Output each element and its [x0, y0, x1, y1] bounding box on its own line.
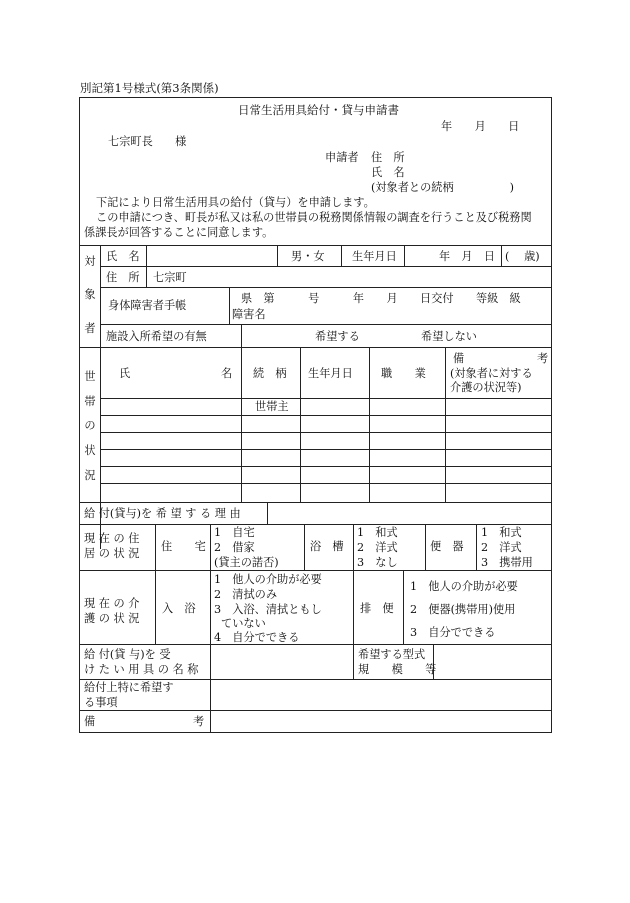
special-request-field[interactable] [211, 680, 551, 709]
handbook-details-field[interactable]: 県 第 号 年 月 日交付 等級 級 [241, 292, 521, 305]
care-label-2: 護 の 状 況 [84, 612, 140, 625]
items-label-1: 給 付(貸 与)を 受 [84, 648, 171, 661]
subject-name-field[interactable] [147, 246, 276, 265]
household-side-label: 世 帯 の 状 況 [84, 370, 96, 482]
notes-label-b: 考 [193, 715, 205, 728]
subject-side-label: 対 象 者 [84, 255, 96, 335]
toilet-option-2[interactable]: 2 洋式 [481, 541, 522, 554]
application-date: 年 月 日 [441, 120, 520, 133]
consent-sentence-1: この申請につき、町長が私又は私の世帯員の税務関係情報の調査を行うこと及び税務関 [96, 211, 532, 224]
subject-address-field[interactable]: 七宗町 [153, 271, 187, 284]
special-label-2: る事項 [84, 696, 118, 709]
excretion-option-2[interactable]: 2 便器(携帯用)使用 [410, 603, 516, 616]
household-head-relation: 世帯主 [255, 400, 289, 413]
excretion-option-1[interactable]: 1 他人の介助が必要 [410, 580, 518, 593]
reason-field[interactable] [268, 503, 551, 523]
request-sentence: 下記により日常生活用具の給付（貸与）を申請します。 [96, 196, 375, 209]
form-number: 別記第1号様式(第3条関係) [80, 81, 219, 95]
household-col-birth: 生年月日 [308, 367, 353, 380]
items-name-field[interactable] [211, 645, 352, 678]
disability-name-field[interactable]: 障害名 [232, 308, 266, 321]
facility-label: 施設入所希望の有無 [106, 330, 207, 343]
bathing-option-1[interactable]: 1 他人の介助が必要 [214, 573, 322, 586]
household-col-name-2: 名 [221, 367, 233, 380]
living-label-2: 居 の 状 況 [84, 547, 140, 560]
birthdate-label: 生年月日 [352, 250, 397, 263]
age-field[interactable]: ( 歳) [505, 250, 540, 263]
bathing-option-3-cont: ていない [221, 617, 266, 630]
bath-label: 浴 槽 [310, 540, 344, 553]
living-label-1: 現 在 の 住 [84, 532, 140, 545]
care-label-1: 現 在 の 介 [84, 597, 140, 610]
applicant-label: 申請者 [325, 151, 359, 164]
bath-option-3[interactable]: 3 なし [357, 556, 398, 569]
household-col-job: 職 業 [381, 367, 426, 380]
recipient: 七宗町長 様 [108, 135, 187, 148]
household-col-name-1: 氏 [119, 367, 131, 380]
household-col-notes-2: (対象者に対する [450, 367, 533, 380]
toilet-option-3[interactable]: 3 携帯用 [481, 556, 533, 569]
household-col-relation: 続 柄 [253, 367, 287, 380]
household-col-notes-3: 介護の状況等) [450, 381, 522, 394]
housing-option-2[interactable]: 2 借家 [214, 541, 255, 554]
bathing-option-3[interactable]: 3 入浴、清拭ともし [214, 603, 322, 616]
applicant-name-label: 氏 名 [371, 166, 405, 179]
household-col-notes-a: 備 [453, 352, 465, 365]
subject-address-label: 住 所 [106, 271, 140, 284]
form-title: 日常生活用具給付・貸与申請書 [238, 103, 399, 117]
excretion-option-3[interactable]: 3 自分でできる [410, 626, 496, 639]
toilet-label: 便 器 [430, 540, 464, 553]
notes-field[interactable] [211, 711, 551, 732]
gender-options[interactable]: 男・女 [291, 250, 325, 263]
special-label-1: 給付上特に希望す [84, 681, 174, 694]
housing-label: 住 宅 [161, 540, 206, 553]
subject-name-label: 氏 名 [106, 250, 140, 263]
applicant-relation-label: (対象者との続柄 ) [371, 181, 514, 194]
bathing-option-2[interactable]: 2 清拭のみ [214, 588, 278, 601]
model-field[interactable] [434, 645, 551, 678]
facility-option-yes[interactable]: 希望する [315, 330, 360, 343]
items-label-2: け た い 用 具 の 名 称 [84, 663, 199, 676]
bath-option-2[interactable]: 2 洋式 [357, 541, 398, 554]
notes-label-a: 備 [84, 715, 96, 728]
toilet-option-1[interactable]: 1 和式 [481, 526, 522, 539]
model-label-1: 希望する型式 [358, 648, 426, 661]
consent-sentence-2: 係課長が回答することに同意します。 [84, 226, 274, 239]
household-col-notes-b: 考 [537, 352, 549, 365]
birthdate-field[interactable]: 年 月 日 [439, 250, 495, 263]
bathing-option-4[interactable]: 4 自分でできる [214, 631, 300, 644]
reason-label: 給 付(貸与)を 希 望 す る 理 由 [84, 507, 241, 520]
bathing-label: 入 浴 [162, 602, 196, 615]
bath-option-1[interactable]: 1 和式 [357, 526, 398, 539]
applicant-address-label: 住 所 [371, 151, 405, 164]
housing-landlord-consent[interactable]: (貸主の諾否) [214, 556, 279, 569]
housing-option-1[interactable]: 1 自宅 [214, 526, 255, 539]
model-label-2: 規 模 等 [358, 663, 437, 676]
facility-option-no[interactable]: 希望しない [421, 330, 477, 343]
handbook-label: 身体障害者手帳 [108, 299, 187, 312]
excretion-label: 排 便 [360, 602, 394, 615]
